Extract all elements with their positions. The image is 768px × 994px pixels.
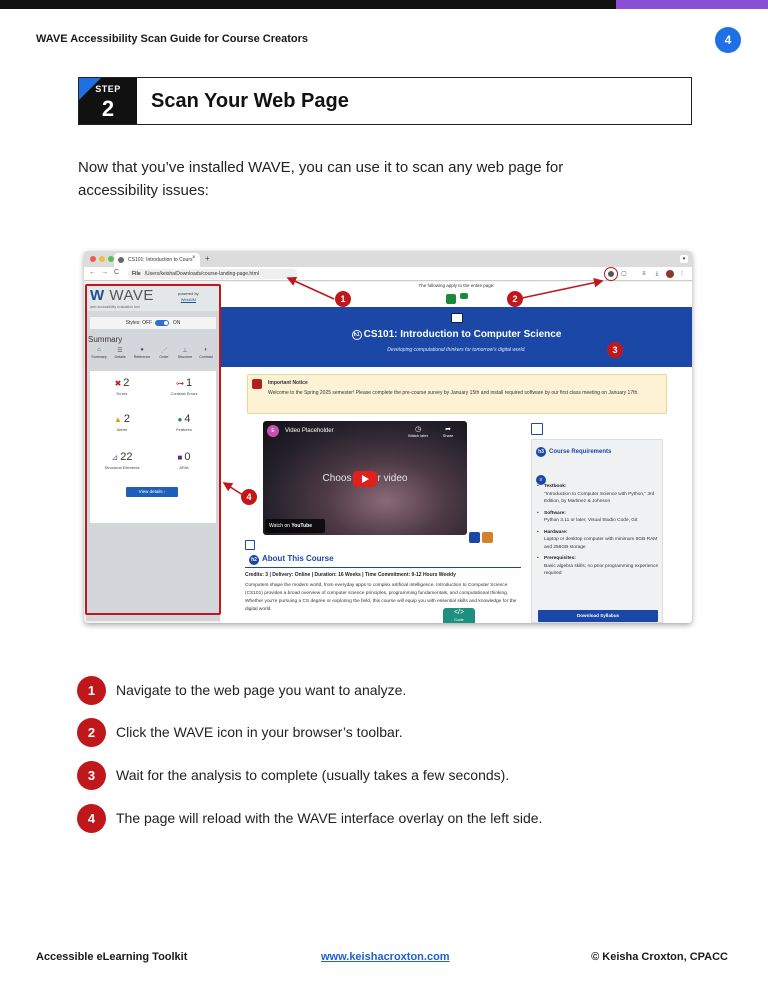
aside-landmark-icon: [531, 423, 543, 435]
wave-panel-highlight-box: [85, 284, 221, 615]
instruction-step: [77, 761, 697, 791]
footer-copyright: © Keisha Croxton, CPACC: [591, 951, 728, 963]
download-syllabus-button[interactable]: Download Syllabus: [538, 610, 658, 622]
wave-summary-heading: Summary: [88, 335, 123, 344]
list-item: • Textbook: "Introduction to Computer Science with Python," 3rd Edition, by Martinez & Johnson: [536, 483, 660, 506]
watch-later-button[interactable]: ◷ Watch later: [405, 425, 431, 438]
heading-h3-icon: h3: [536, 447, 546, 457]
forward-arrow-icon: →: [101, 269, 108, 276]
list-icon: ☰: [117, 348, 123, 354]
notice-text: Welcome to the Spring 2025 semester! Please complete the pre-course survey by January 15th and install required software by our first class meeting on January 17th.: [268, 390, 639, 396]
wave-logo-mark: W: [90, 287, 105, 304]
step-heading-box: [78, 77, 692, 125]
tab-favicon-icon: [118, 257, 124, 263]
wave-tab-structure: ⊥ Structure: [174, 347, 196, 359]
reload-icon: C: [114, 269, 120, 276]
share-icon: ➦: [445, 426, 451, 433]
tab-search-icon: ≡: [642, 271, 646, 277]
step-number-badge: 3: [77, 761, 106, 790]
wave-card-aria: ■ 0 ARIA: [177, 451, 191, 470]
requirements-heading: h3 Course Requirements: [536, 447, 611, 457]
step-number-badge: 2: [77, 718, 106, 747]
home-icon: ⌂: [97, 347, 101, 353]
heading-h2-icon: h2: [249, 555, 259, 565]
instruction-step: [77, 718, 697, 748]
step-text: Wait for the analysis to complete (usually takes a few seconds).: [116, 767, 510, 783]
code-icon: </>: [453, 609, 465, 616]
browser-tab: [114, 253, 200, 267]
url-scheme-label: File: [132, 271, 141, 277]
section-landmark-icon: [245, 540, 255, 550]
hero-banner: [221, 307, 692, 367]
course-credits: Credits: 3 | Delivery: Online | Duration: 16 Weeks | Time Commitment: 9-12 Hours Weekly: [245, 572, 456, 578]
powered-by-text: powered by: [178, 291, 199, 296]
apply-to-page-text: The following apply to the entire page:: [418, 283, 495, 288]
important-notice: [247, 374, 667, 414]
window-minimize-dot: [99, 256, 105, 262]
instruction-step: [77, 676, 697, 706]
wave-card-contrast-errors: ⊶ 1 Contrast Errors: [170, 377, 198, 396]
browser-screenshot: [84, 251, 692, 623]
course-description: Computers shape the modern world, from everyday apps to complex artificial intelligence. Introduction to Computer Science (CS101) provides a broad overview of computer science principles, programming fundamentals, and computational thinking. Whether you're pursuing a CS degree or exploring the field, this course will equip you with essential skills and knowledge for the digital world.: [245, 583, 517, 612]
feature-skip-link-icon: [460, 293, 468, 299]
course-requirements-panel: [531, 439, 663, 623]
wave-tab-reference: ● Reference: [131, 347, 153, 359]
wave-card-errors: ✖ 2 Errors: [114, 377, 130, 396]
styles-off-label: OFF: [142, 320, 153, 326]
url-field: [128, 269, 298, 279]
about-heading: h2 About This Course: [249, 554, 334, 565]
step-text: Navigate to the web page you want to analyze.: [116, 682, 407, 698]
window-close-dot: [90, 256, 96, 262]
top-bar: [0, 0, 768, 9]
wave-extension-icon: [607, 270, 615, 278]
styles-on-label: ON: [172, 320, 181, 326]
hero-subtitle: Developing computational thinkers for tomorrow's digital world.: [387, 347, 526, 353]
step-tag: [79, 78, 137, 124]
intro-paragraph: Now that you’ve installed WAVE, you can use it to scan any web page for accessibility issues:: [78, 159, 564, 199]
contrast-icon: ◐: [204, 347, 208, 353]
tab-close-icon: ×: [192, 255, 196, 261]
extensions-puzzle-icon: ▢: [621, 271, 627, 277]
wave-card-features: ● 4 Features: [176, 413, 192, 432]
wave-tab-order: ⋰ Order: [153, 347, 175, 359]
requirements-list: [536, 483, 660, 582]
error-icon: ✖: [114, 379, 122, 388]
back-arrow-icon: ←: [89, 269, 96, 276]
video-wave-icons: [469, 530, 499, 542]
step-tag-word: STEP: [95, 84, 121, 94]
footer-toolkit-name: Accessible eLearning Toolkit: [36, 951, 188, 963]
wave-subtitle: web accessibility evaluation tool: [90, 305, 140, 309]
video-player[interactable]: [263, 421, 467, 535]
webaim-link: WebAIM: [180, 297, 196, 302]
hero-title: h1 CS101: Introduction to Computer Science: [221, 329, 692, 340]
video-title: Video Placeholder: [285, 428, 334, 434]
wave-logo-text: WAVE: [109, 287, 154, 304]
page-number-badge: 4: [715, 27, 741, 53]
instruction-step: [77, 804, 697, 834]
order-icon: ⋰: [161, 348, 167, 354]
wave-view-details-button[interactable]: View details ›: [126, 487, 178, 497]
url-text: /Users/keisha/Downloads/course-landing-page.html: [144, 271, 259, 277]
structure-icon: ⊿: [111, 453, 119, 462]
error-flag-icon: [252, 379, 262, 389]
step-tag-number: 2: [101, 96, 115, 121]
wave-tab-details: ☰ Details: [109, 347, 131, 359]
browser-address-bar: [84, 267, 692, 281]
browser-tab-bar: [84, 251, 692, 267]
structure-icon: ⊥: [182, 348, 188, 354]
watch-on-youtube-button[interactable]: Watch on YouTube: [265, 519, 325, 533]
step-number-badge: 4: [77, 804, 106, 833]
youtube-logo: YouTube: [291, 523, 312, 529]
video-channel-avatar: E: [267, 425, 279, 437]
clock-icon: ◷: [414, 426, 422, 433]
video-choose-text: Choos r video: [322, 473, 408, 484]
about-divider: [245, 567, 521, 568]
tab-title: CS101: Introduction to Cours: [128, 257, 193, 263]
share-button[interactable]: ➦ Share: [437, 425, 459, 438]
callout-marker-1: 1: [335, 291, 351, 307]
header-landmark-icon: [451, 313, 463, 323]
tab-menu-icon: ▾: [680, 255, 688, 263]
step-text: The page will reload with the WAVE interface overlay on the left side.: [116, 810, 543, 826]
wave-tab-contrast: ◐ Contrast: [195, 347, 217, 359]
page-level-icons: [446, 291, 476, 301]
notice-title: Important Notice: [268, 380, 308, 386]
feature-icon: ●: [177, 415, 183, 424]
profile-avatar-icon: [666, 270, 674, 278]
alert-icon: ▲: [113, 415, 122, 424]
new-tab-icon: +: [205, 254, 210, 263]
code-button[interactable]: </> Code: [443, 608, 475, 623]
callout-marker-3: 3: [607, 342, 623, 358]
course-web-page: [221, 282, 692, 623]
feature-language-icon: [446, 294, 456, 304]
step-title: Scan Your Web Page: [151, 90, 349, 112]
callout-marker-4: 4: [241, 489, 257, 505]
list-item: • Prerequisites: Basic algebra skills; no prior programming experience required: [536, 555, 660, 578]
download-icon: ⤓: [655, 271, 659, 277]
header-title: WAVE Accessibility Scan Guide for Course Creators: [36, 33, 309, 45]
callout-marker-2: 2: [507, 291, 523, 307]
footer: [36, 951, 732, 965]
list-icon: ≡: [536, 475, 546, 485]
aria-icon: ■: [177, 453, 183, 462]
feature-iframe-icon: [469, 532, 480, 543]
list-item: • Hardware: Laptop or desktop computer with minimum 8GB RAM and 256GB storage: [536, 529, 660, 552]
heading-h1-icon: h1: [352, 330, 362, 340]
info-icon: ●: [140, 347, 144, 353]
wave-card-alerts: ▲ 2 Alerts: [113, 413, 131, 432]
wave-card-structural: ⊿ 22 Structural Elements: [104, 451, 140, 470]
top-bar-accent: [616, 0, 768, 9]
video-play-button[interactable]: [353, 471, 377, 487]
alert-youtube-icon: [482, 532, 493, 543]
footer-website-link[interactable]: www.keishacroxton.com: [321, 951, 450, 963]
list-item: • Software: Python 3.11 or later, Visual Studio Code, Git: [536, 510, 660, 525]
step-text: Click the WAVE icon in your browser’s toolbar.: [116, 724, 403, 740]
step-number-badge: 1: [77, 676, 106, 705]
wave-tab-summary: ⌂ Summary: [88, 347, 110, 359]
browser-menu-icon: ⋮: [679, 271, 685, 277]
styles-label: Styles:: [125, 320, 141, 326]
contrast-error-icon: ⊶: [175, 379, 184, 388]
